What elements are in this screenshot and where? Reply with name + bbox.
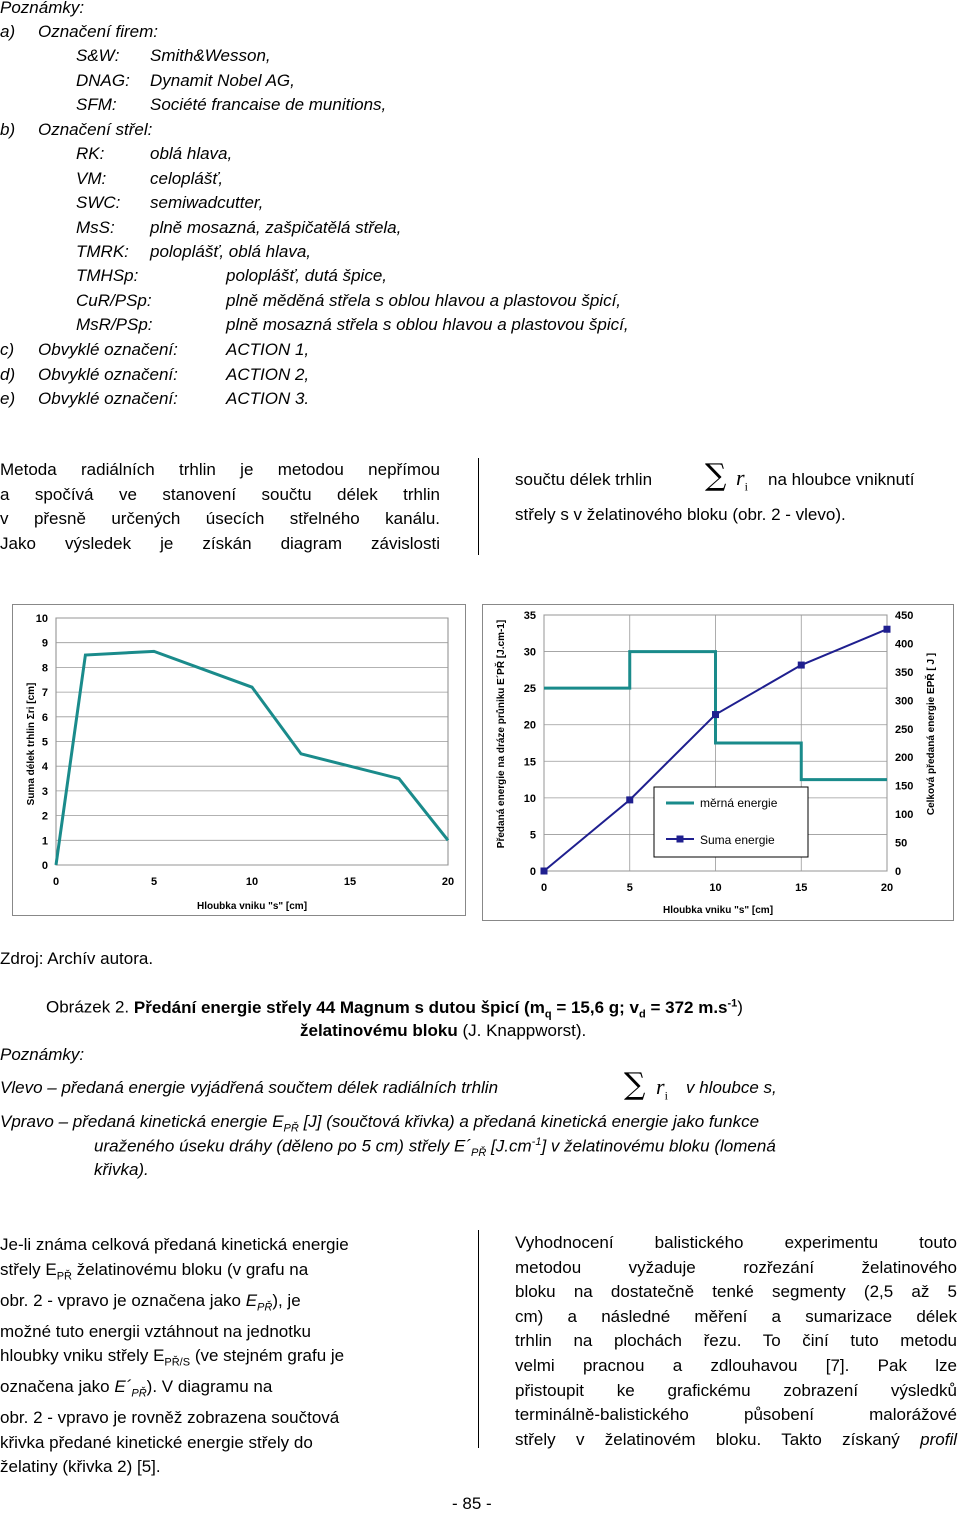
- bullet-desc: plně měděná střela s oblou hlavou a plastovou špicí,: [226, 290, 622, 310]
- y2-tick-label: 450: [895, 610, 914, 622]
- data-point: [626, 796, 633, 803]
- y-tick-label: 10: [523, 792, 536, 805]
- bullet-abbr: MsR/PSp:: [76, 315, 153, 334]
- usual-value: ACTION 3.: [226, 389, 310, 408]
- legend: [654, 787, 808, 857]
- bullet-desc: poloplášť, oblá hlava,: [150, 242, 312, 261]
- y-tick-label: 5: [41, 736, 48, 749]
- x-tick-label: 5: [626, 882, 633, 894]
- bullet-abbr: TMRK:: [76, 242, 129, 261]
- intro-right-line2: střely s v želatinového bloku (obr. 2 - vlevo).: [515, 505, 846, 524]
- x-axis-label: Hloubka vniku "s" [cm]: [662, 905, 774, 916]
- y-tick-label: 3: [41, 785, 48, 798]
- bullet-desc: semiwadcutter,: [150, 193, 264, 212]
- x-tick-label: 10: [709, 882, 722, 894]
- usual-value: ACTION 1,: [226, 340, 310, 359]
- y-tick-label: 8: [41, 662, 48, 675]
- usual-value: ACTION 2,: [226, 364, 310, 384]
- y-tick-label: 1: [41, 835, 48, 848]
- firm-name: Smith&Wesson,: [150, 46, 271, 65]
- intro-right-line1a: součtu délek trhlin: [515, 470, 653, 489]
- legend-marker: [677, 836, 684, 843]
- bottom-right-line: cm) a následné měření a sumarizace délek: [515, 1306, 957, 1326]
- usual-letter: c): [0, 340, 15, 359]
- y-tick-label: 4: [41, 761, 48, 774]
- y-tick-label: 10: [35, 613, 48, 625]
- notes2-heading: Poznámky:: [0, 1045, 85, 1064]
- y-tick-label: 7: [41, 687, 48, 700]
- chart-energy: [482, 604, 954, 921]
- data-point: [712, 711, 719, 718]
- y-tick-label: 20: [523, 719, 536, 732]
- notes-b-title: Označení střel:: [38, 120, 153, 139]
- legend-label: Suma energie: [700, 833, 775, 847]
- column-divider-bottom: [478, 1230, 479, 1448]
- usual-letter: e): [0, 389, 16, 408]
- y2-tick-label: 250: [895, 723, 914, 736]
- x-tick-label: 0: [540, 882, 548, 894]
- usual-label: Obvyklé označení:: [38, 389, 178, 408]
- bottom-right-line: terminálně-balistického působení malorážové: [515, 1405, 957, 1425]
- y-tick-label: 0: [41, 860, 48, 872]
- y-tick-label: 9: [41, 637, 48, 650]
- data-point: [884, 626, 891, 633]
- firm-abbr: S&W:: [76, 46, 120, 65]
- chart-crack-sum: [12, 604, 466, 916]
- y-tick-label: 0: [529, 866, 536, 878]
- y2-tick-label: 200: [895, 752, 914, 765]
- bullet-desc: oblá hlava,: [150, 144, 233, 163]
- bullet-abbr: RK:: [76, 144, 105, 163]
- usual-label: Obvyklé označení:: [38, 340, 178, 359]
- bottom-left-column: Je-li známa celková předaná kinetická energie střely $E_{PŘ}$ želatinovému bloku (v grafu na obr. 2 - vpravo je označena jako $E_{PŘ}$), je možné tuto energii vztáhnout na jednotku hloubky vniku střely $E_{PŘ/S}$ (ve stejném grafu je označena jako $E´_{PŘ}$). V diagramu na obr. 2 - vpravo je rovněž zobrazena součtová křivka předané kinetické energie střely do želatiny (křivka 2) [5].: [0, 1235, 349, 1477]
- y2-tick-label: 0: [895, 866, 902, 878]
- x-tick-label: 15: [795, 882, 808, 894]
- r-i-symbol: $r_i$: [736, 465, 748, 494]
- y2-tick-label: 300: [895, 695, 914, 708]
- note-vlevo-tail: v hloubce s,: [686, 1078, 777, 1097]
- usual-label: Obvyklé označení:: [38, 364, 178, 384]
- caption-title: Předání energie střely 44 Magnum s dutou špicí ($m_q = 15,6$ g; $v_d = 372$ $m.s^{-1}$: [133, 997, 738, 1021]
- y-tick-label: 35: [523, 610, 536, 622]
- intro-left-line: a spočívá ve stanovení součtu délek trhlin: [0, 484, 440, 504]
- y-tick-label: 2: [41, 810, 48, 823]
- bullet-desc: poloplášť, dutá špice,: [226, 266, 388, 285]
- bottom-right-line: velmi pracnou a zdlouhavou [7]. Pak lze: [515, 1355, 957, 1375]
- bottom-right-line: přistoupit ke grafickému zobrazení výsledků: [515, 1380, 957, 1400]
- y-axis-label: Suma délek trhlin Σri [cm]: [26, 682, 37, 806]
- bottom-right-line: Vyhodnocení balistického experimentu touto: [515, 1233, 957, 1252]
- usual-letter: d): [0, 364, 16, 384]
- data-point: [541, 868, 548, 875]
- y2-tick-label: 100: [895, 809, 914, 822]
- intro-right-line1b: na hloubce vniknutí: [768, 470, 915, 489]
- intro-left-line: Jako výsledek je získán diagram závislosti: [0, 533, 440, 553]
- page-number: - 85 -: [452, 1494, 492, 1513]
- firm-abbr: SFM:: [76, 95, 117, 114]
- x-axis-label: Hloubka vniku "s" [cm]: [196, 901, 308, 912]
- sum-symbol: ∑: [705, 458, 727, 493]
- y-tick-label: 30: [523, 646, 536, 659]
- bullet-abbr: VM:: [76, 168, 107, 188]
- bullet-abbr: SWC:: [76, 193, 121, 212]
- y2-axis-label: Celková předaná energie EPŘ [ J ]: [926, 652, 937, 816]
- x-tick-label: 5: [150, 876, 158, 888]
- bullet-desc: plně mosazná, zašpičatělá střela,: [150, 217, 402, 237]
- column-divider: [478, 458, 479, 555]
- bullet-desc: celoplášť,: [150, 168, 224, 188]
- notes-a-title: Označení firem:: [38, 22, 158, 41]
- note-vlevo: Vlevo – předaná energie vyjádřená součtem délek radiálních trhlin: [0, 1078, 499, 1097]
- source-note: Zdroj: Archív autora.: [0, 949, 154, 968]
- x-tick-label: 20: [441, 876, 455, 888]
- bullet-abbr: TMHSp:: [76, 266, 139, 285]
- figure-caption-line2: želatinovému bloku (J. Knappworst).: [300, 1021, 587, 1040]
- data-point: [798, 662, 805, 669]
- y2-tick-label: 50: [895, 837, 908, 850]
- bullet-desc: plně mosazná střela s oblou hlavou a plastovou špicí,: [226, 315, 629, 334]
- bullet-abbr: CuR/PSp:: [76, 290, 152, 310]
- x-tick-label: 15: [343, 876, 357, 888]
- intro-left-line: Metoda radiálních trhlin je metodou nepřímou: [0, 460, 440, 479]
- notes-b-letter: b): [0, 120, 16, 139]
- firm-name: Société francaise de munitions,: [150, 95, 387, 114]
- y-tick-label: 15: [523, 756, 536, 769]
- figure-caption: Obrázek 2. Předání energie střely 44 Magnum s dutou špicí ($m_q = 15,6$ g; $v_d = 372$ $m.s^{-1}$): [46, 997, 743, 1021]
- y2-tick-label: 400: [895, 638, 914, 651]
- y2-tick-label: 350: [895, 666, 914, 679]
- y-tick-label: 25: [523, 683, 536, 696]
- note-vpravo-line2: uraženého úseku dráhy (děleno po 5 cm) střely $E´_{PŘ}$ $[J.cm^{-1}]$ v želatinovému bloku (lomená: [94, 1136, 776, 1160]
- legend-label: měrná energie: [700, 796, 778, 810]
- intro-left-line: v přesně určených úsecích střelného kanálu.: [0, 509, 440, 528]
- note-vpravo-line1: Vpravo – předaná kinetická energie $E_{PŘ}$ [J] (součtová křivka) a předaná kinetická energie jako funkce: [0, 1112, 760, 1135]
- notes-a-letter: a): [0, 22, 16, 41]
- note-vpravo-line3: křivka).: [94, 1160, 149, 1179]
- x-tick-label: 0: [52, 876, 60, 888]
- firm-name: Dynamit Nobel AG,: [150, 70, 295, 90]
- r-i-symbol-2: $r_i$: [656, 1074, 668, 1103]
- notes-heading: Poznámky:: [0, 0, 85, 17]
- y-tick-label: 5: [529, 829, 536, 842]
- bottom-right-column: [515, 1233, 957, 1454]
- bullet-abbr: MsS:: [76, 217, 115, 237]
- y-tick-label: 6: [41, 711, 48, 724]
- sum-symbol-2: ∑: [624, 1067, 646, 1102]
- firm-abbr: DNAG:: [76, 70, 130, 90]
- y-axis-label: Předaná energie na dráze průniku E´PŘ [J.cm-1]: [496, 619, 507, 849]
- bottom-right-line: střely v želatinovém bloku. Takto získaný profil: [515, 1429, 958, 1449]
- bottom-right-line: trhlin na plochách řezu. To činí tuto metodu: [515, 1331, 957, 1351]
- caption-prefix: Obrázek 2.: [46, 997, 130, 1017]
- bottom-right-line: metodou vyžaduje rozřezání želatinového: [515, 1257, 957, 1277]
- bottom-right-line: bloku na dostatečně tenké segmenty (2,5 až 5: [515, 1282, 957, 1302]
- x-tick-label: 10: [245, 876, 259, 888]
- y2-tick-label: 150: [895, 780, 914, 793]
- x-tick-label: 20: [880, 882, 894, 894]
- bottom-right-last-word: profil: [920, 1429, 958, 1449]
